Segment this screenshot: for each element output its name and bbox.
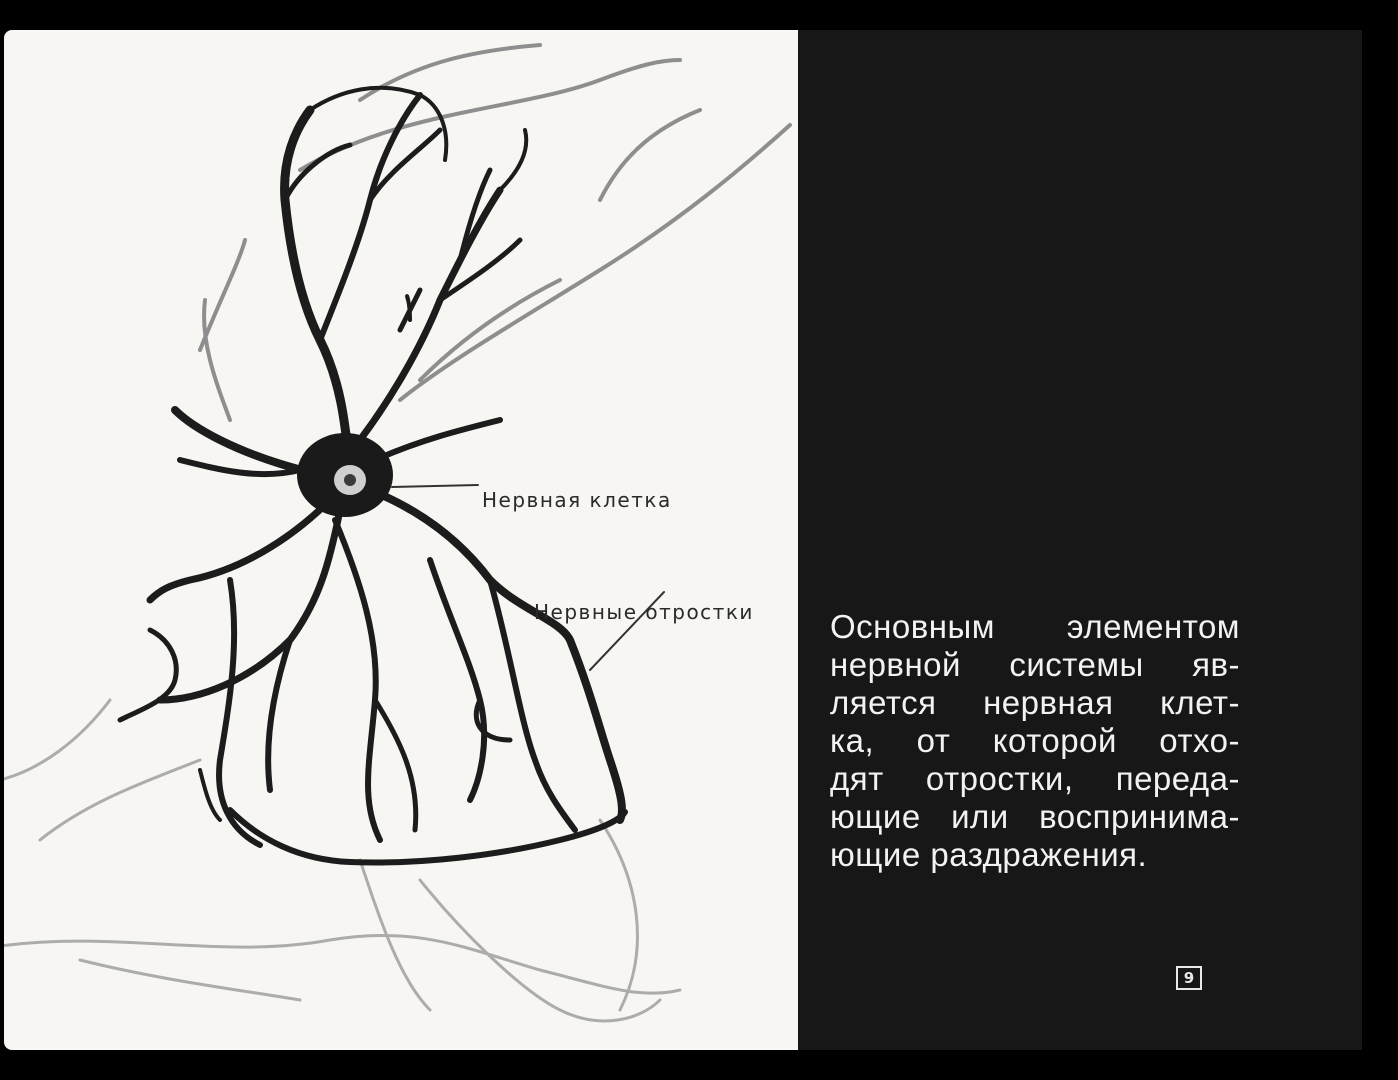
caption-line: дят отростки, переда- (830, 760, 1240, 797)
caption-line: ляется нервная клет- (830, 684, 1240, 721)
nerve-processes-label: Нервные отростки (534, 600, 754, 624)
cell-body (297, 433, 393, 517)
caption-line: нервной системы яв- (830, 646, 1240, 683)
nerve-cell-label: Нервная клетка (482, 488, 672, 512)
neuron-illustration-panel (4, 30, 798, 1050)
caption-line: ющие или воспринима- (830, 798, 1240, 835)
slide-number-badge: 9 (1176, 966, 1202, 990)
neuron-drawing (4, 30, 798, 1050)
nucleolus (344, 474, 356, 486)
caption-line: ка, от которой отхо- (830, 722, 1240, 759)
caption-line: Основным элементом (830, 608, 1240, 645)
caption-text (830, 608, 1240, 874)
caption-line: ющие раздражения. (830, 836, 1148, 873)
caption-panel (798, 30, 1362, 1050)
label-leaders (392, 485, 664, 670)
